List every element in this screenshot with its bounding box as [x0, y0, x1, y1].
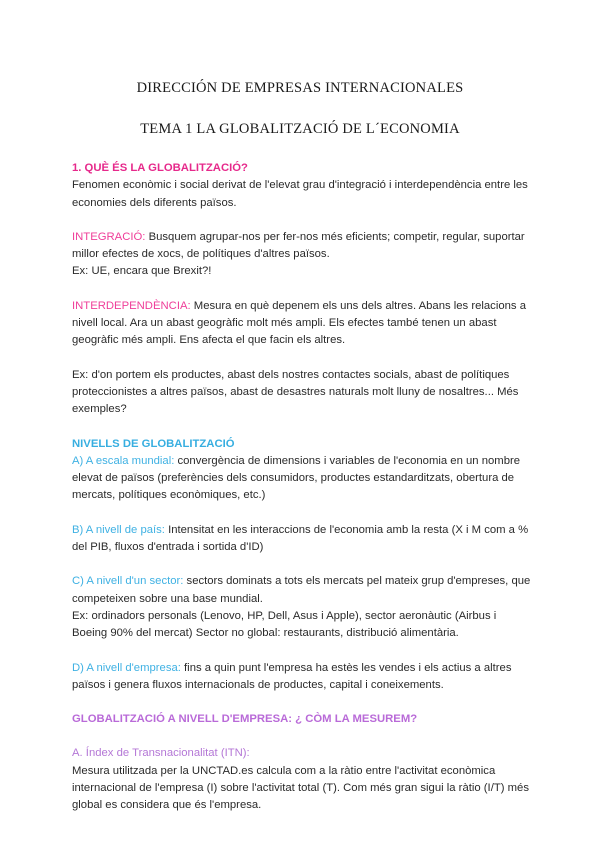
globalitzacio-definition: Fenomen econòmic i social derivat de l'elevat grau d'integració i interdependència entre les economies dels diferents països. — [72, 179, 528, 209]
itn-label: A. Índex de Transnacionalitat (ITN): — [72, 747, 250, 760]
integracio-paragraph — [72, 229, 532, 264]
interdependencia-examples: Ex: d'on portem els productes, abast dels nostres contactes socials, abast de polítiques proteccionistes a altres països, abast de desastres naturals molt lluny de nosaltres... Més exemples? — [72, 368, 519, 416]
interdependencia-paragraph — [72, 298, 532, 350]
level-a-label: A) A escala mundial: — [72, 454, 175, 467]
document-title: DIRECCIÓN DE EMPRESAS INTERNACIONALES — [136, 80, 464, 96]
interdependencia-label: INTERDEPENDÈNCIA: — [72, 299, 191, 312]
section-heading-mesura: GLOBALITZACIÓ A NIVELL D'EMPRESA: ¿ CÒM LA MESUREM? — [72, 713, 418, 726]
level-b-text: Intensitat en les interaccions de l'economia amb la resta (X i M com a % del PIB, fluxos d'entrada i sortida d'ID) — [72, 523, 529, 554]
level-a-paragraph — [72, 453, 532, 505]
level-b-label: B) A nivell de país: — [72, 523, 165, 536]
level-c-example: Ex: ordinadors personals (Lenovo, HP, Dell, Asus i Apple), sector aeronàutic (Airbus i Boeing 90% del mercat) Sector no global: restaurants, distribució alimentària. — [72, 609, 497, 640]
section-heading-nivells: NIVELLS DE GLOBALITZACIÓ — [72, 437, 235, 450]
level-c-paragraph — [72, 573, 532, 608]
integracio-label: INTEGRACIÓ: — [72, 230, 146, 243]
level-a-text: convergència de dimensions i variables de l'economia en un nombre elevat de països (preferències dels consumidors, productes estandarditzats, obertura de mercats, polítiques econòmiques, etc.) — [72, 454, 521, 502]
integracio-example: Ex: UE, encara que Brexit?! — [72, 265, 212, 278]
document-body — [72, 160, 532, 815]
level-c-label: C) A nivell d'un sector: — [72, 575, 184, 588]
level-c-text: sectors dominats a tots els mercats pel mateix grup d'empreses, que competeixen sobre una base mundial. — [72, 575, 531, 605]
level-d-text: fins a quin punt l'empresa ha estès les vendes i els actius a altres països i genera fluxos internacionals de productes, capital i coneixements. — [72, 661, 512, 691]
document-subtitle: TEMA 1 LA GLOBALITZACIÓ DE L´ECONOMIA — [140, 121, 460, 137]
level-d-paragraph — [72, 660, 532, 695]
interdependencia-text: Mesura en què depenem els uns dels altres. Abans les relacions a nivell local. Ara un abast geogràfic molt més ampli. Els efectes també tenen un abast geogràfic més ampli. Ens afecta el que facin els altres. — [72, 299, 526, 347]
level-d-label: D) A nivell d'empresa: — [72, 661, 181, 674]
section-heading-globalitzacio: 1. QUÈ ÉS LA GLOBALITZACIÓ? — [72, 162, 248, 174]
integracio-text: Busquem agrupar-nos per fer-nos més eficients; competir, regular, suportar millor efectes de xocs, de polítiques d'altres països. — [72, 230, 525, 261]
level-b-paragraph — [72, 522, 532, 557]
itn-text: Mesura utilitzada per la UNCTAD.es calcula com a la ràtio entre l'activitat econòmica internacional de l'empresa (I) sobre l'activitat total (T). Com més gran sigui la ràtio (I/T) més global es considera que és l'empresa. — [72, 764, 529, 812]
